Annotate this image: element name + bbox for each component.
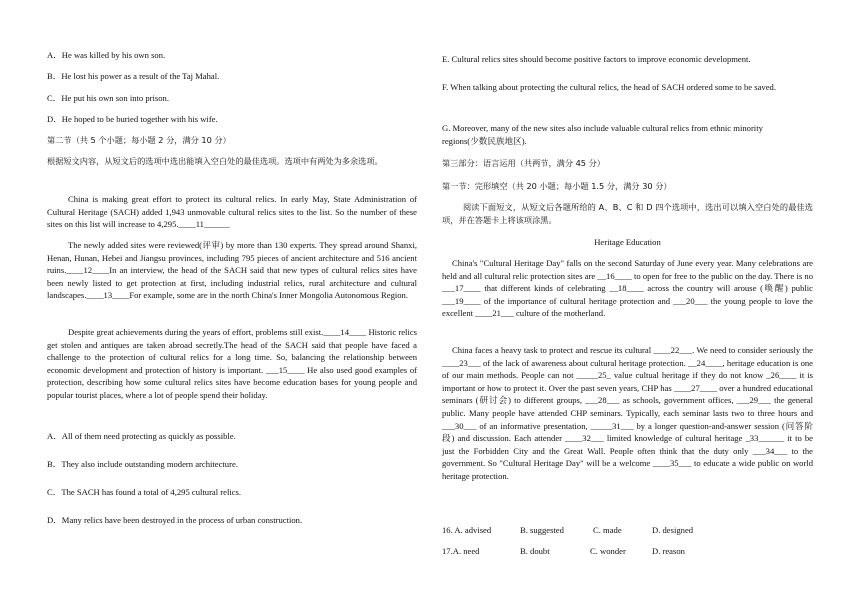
section1-instruction: 阅读下面短文，从短文后各题所给的 A、B、C 和 D 四个选项中，选出可以填入空白处的最佳选项，并在答题卡上将该项涂黑。 [442, 202, 813, 225]
passage-paragraph-3: Despite great achievements during the years of effort, problems still exist.____14____ Historic relics get stolen and antiques are taken abroad secretly.The head of the SACH said that people have faced a challenge to the protection of cultural relics for a long time. So, balancing the relationship between economic development and protection of history is important. ___15____ He also used good examples of protection, describing how some cultural relics sites have become education bases for young people and popular tourist places, where a lot of people spend their holiday. [47, 327, 417, 400]
question-16 [442, 524, 693, 537]
cloze-paragraph-1: China's "Cultural Heritage Day" falls on the second Saturday of June every year. Many celebrations are held and all cultural relic protection sites are __16____ to open for free to the public on the day. There is no ___17____ that different kinds of celebrating __18____ across the country will arouse (唤醒) public ___19____ of the importance of cultural heritage protection and ___20___ the young people to love the excellent ____21___ culture of the motherland. [442, 258, 813, 319]
part3-title: 第三部分：语言运用（共两节，满分 45 分） [442, 158, 605, 168]
q16-option-c: C. made [593, 525, 622, 535]
q16-option-b: B. suggested [520, 525, 564, 535]
option-f: F. When talking about protecting the cultural relics, the head of SACH ordered some to be saved. [442, 82, 776, 92]
section2-instruction: 根据短文内容，从短文后的选项中选出能填入空白处的最佳选项。选项中有两处为多余选项。 [47, 156, 383, 166]
q17-option-b: B. doubt [520, 546, 550, 556]
option-d: D．Many relics have been destroyed in the process of urban construction. [47, 515, 303, 525]
option-c: C．The SACH has found a total of 4,295 cultural relics. [47, 487, 242, 497]
prev-option-b: B．He lost his power as a result of the Taj Mahal. [47, 71, 220, 81]
section2-title: 第二节（共 5 个小题；每小题 2 分，满分 10 分） [47, 135, 231, 145]
q17-option-a: 17.A. need [442, 546, 480, 556]
option-g: G. Moreover, many of the new sites also include valuable cultural relics from ethnic minority regions(少数民族地区). [442, 123, 763, 146]
passage-paragraph-1: China is making great effort to protect its cultural relics. In early May, State Administration of Cultural Heritage (SACH) added 1,943 unmovable cultural relics sites to the list. So the number of these sites on this list will increase to 4,295.____11______ [47, 194, 417, 230]
q17-option-c: C. wonder [590, 546, 626, 556]
option-e: E. Cultural relics sites should become positive factors to improve economic development. [442, 54, 751, 64]
prev-option-c: C．He put his own son into prison. [47, 93, 169, 103]
option-a: A．All of them need protecting as quickly as possible. [47, 431, 236, 441]
prev-option-a: A．He was killed by his own son. [47, 50, 166, 60]
q16-option-d: D. designed [652, 525, 694, 535]
q17-option-d: D. reason [652, 546, 685, 556]
prev-option-d: D．He hoped to be buried together with his wife. [47, 114, 218, 124]
section1-title: 第一节：完形填空（共 20 小题；每小题 1.5 分，满分 30 分） [442, 181, 672, 191]
question-17 [442, 545, 685, 558]
passage-title: Heritage Education [594, 237, 661, 247]
passage-paragraph-2: The newly added sites were reviewed(评审) by more than 130 experts. They spread around Shanxi, Henan, Hunan, Hebei and Jiangsu provinces, including 795 pieces of ancient architecture and 516 ancient ruins.____12____In an interview, the head of the SACH said that new types of cultural relics sites have been newly listed to get protection at first, including industrial relics, rural architecture and cultural landscapes.____13____For example, some are in the north China's Inner Mongolia Autonomous Region. [47, 240, 417, 301]
cloze-paragraph-2: China faces a heavy task to protect and rescue its cultural ____22___. We need to consider seriously the ____23___ of the lack of awareness about cultural heritage protection. __24____, heritage education is one of our main methods. People can not _____25_ value cultual heritage if they do not know _26____ it is important or how to protect it. Over the past seven years, CHP has ____27____ over a hundred educational seminars (研讨会) to different groups, ___28___ as schools, government offices, ___29___ the general public. Many people have attended CHP seminars. Typically, each seminar lasts two to three hours and ___30___ of an informative presentation, _____31___ by a longer question-and-answer session (问答阶段) and discussion. Each attender ____32___ limited knowledge of cultural heritage _33______ it to be just the Forbidden City and the Great Wall. People often think that the duty only ___34___ to the government. So "Cultural Heritage Day" will be a welcome ____35___ to educate a wide public on world heritage protection. [442, 345, 813, 481]
option-b: B．They also include outstanding modern architecture. [47, 459, 238, 469]
q16-option-a: 16. A. advised [442, 525, 492, 535]
